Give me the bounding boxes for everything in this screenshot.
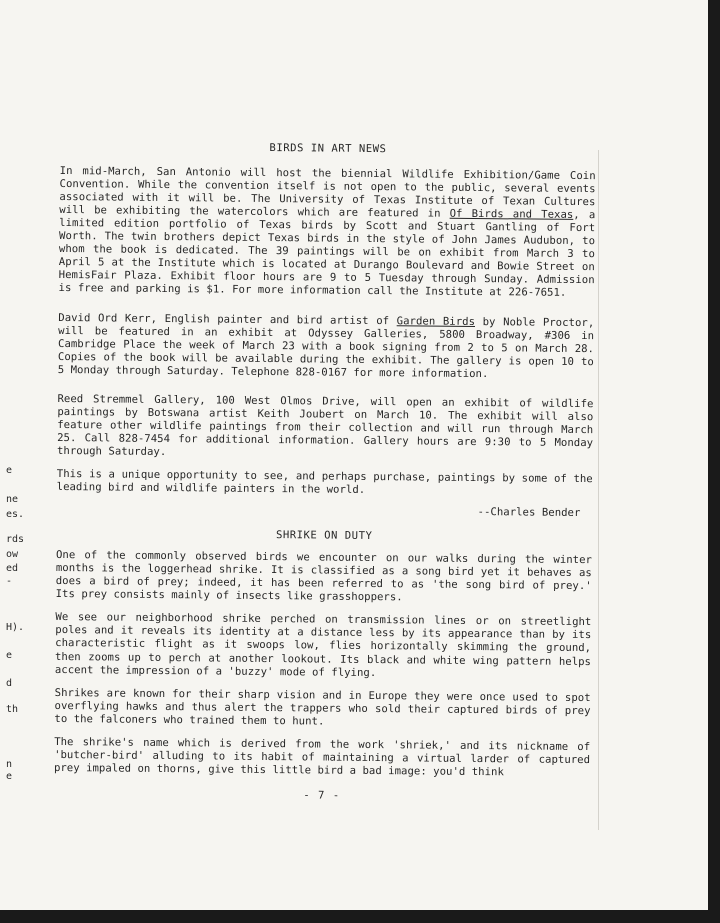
scan-border-right: [708, 0, 720, 923]
margin-fragment: e: [6, 650, 13, 661]
page-crease: [598, 150, 599, 830]
margin-fragment: -: [6, 576, 13, 587]
paragraph-text: by Noble Proctor, will be featured in an exhibit at Odyssey Galleries, 5800 Broadway, #306 in Cambridge Place the week of March 23 with a book signing from 2 to 5 on March 28. Copies of the book will be available during the exhibit. The gallery is open 10 to 5 Monday through Saturday. Telephone 828-0167 for more information.: [57, 315, 595, 380]
paragraph-kerr-exhibit: [58, 312, 595, 382]
book-title: Garden Birds: [396, 314, 476, 328]
paragraph-shrike-name: The shrike's name which is derived from the work 'shriek,' and its nickname of 'butcher-bird' alluding to its habit of maintaining a virtual larder of captured prey impaled on thorns, give this little bird a bad image: you'd think: [53, 735, 591, 779]
margin-fragment: d: [6, 678, 13, 689]
scan-border-bottom: [0, 910, 720, 923]
paragraph-text: David Ord Kerr, English painter and bird artist of: [58, 311, 397, 327]
article-title-shrike: SHRIKE ON DUTY: [276, 529, 373, 543]
paragraph-san-antonio: [59, 165, 596, 301]
margin-fragment: rds: [6, 534, 25, 545]
margin-fragment: ow: [6, 549, 19, 560]
paragraph-shrike-intro: One of the commonly observed birds we encounter on our walks during the winter months is the loggerhead shrike. It is classified as a song bird yet it behaves as does a bird of prey; indeed, it has been referred to as 'the song bird of prey.' Its prey consists mainly of insects like grasshoppers.: [55, 549, 593, 604]
article-title-birds-in-art: BIRDS IN ART NEWS: [269, 142, 387, 156]
margin-fragment: th: [6, 704, 19, 715]
margin-fragment: ne: [6, 494, 19, 505]
paragraph-shrike-vision: Shrikes are known for their sharp vision and in Europe they were once used to spot overflying hawks and thus alert the trappers who sold their captured birds of prey to the falconers who trained them to hunt.: [54, 686, 591, 728]
newsletter-column: [54, 140, 596, 805]
margin-fragment: ed: [6, 563, 19, 574]
margin-fragment: e: [6, 465, 13, 476]
paragraph-text: In mid-March, San Antonio will host the biennial Wildlife Exhibition/Game Coin Convention. While the convention itself is not open to the public, several events associated with it will be. The University of Texas Institute of Texan Cultures will be exhibiting the watercolors which are featured in: [59, 165, 596, 220]
paragraph-stremmel-gallery: Reed Stremmel Gallery, 100 West Olmos Drive, will open an exhibit of wildlife paintings by Botswana artist Keith Joubert on March 10. The exhibit will also feature other wildlife paintings from their collection and will run through March 25. Call 828-7454 for additional information. Gallery hours are 9:30 to 5 Monday through Saturday.: [56, 392, 594, 458]
margin-fragment: e: [6, 771, 13, 782]
margin-fragment: H).: [6, 622, 25, 633]
margin-fragment: n: [6, 759, 13, 770]
paragraph-opportunity: This is a unique opportunity to see, and perhaps purchase, paintings by some of the leading bird and wildlife painters in the world.: [56, 467, 593, 496]
margin-fragment: es.: [6, 509, 25, 520]
page-number: - 7 -: [303, 789, 341, 802]
book-title: Of Birds and Texas: [449, 207, 574, 222]
signature: --Charles Bender: [477, 506, 581, 520]
paragraph-shrike-flight: We see our neighborhood shrike perched on transmission lines or on streetlight poles and it reveals its identity at a distance less by its appearance than by its characteristic flight as it swoops low, flies horizontally skimming the ground, then zooms up to perch at another lookout. Its black and white wing pattern helps accent the impression of a 'buzzy' mode of flying.: [54, 611, 592, 679]
paragraph-text: , a limited edition portfolio of Texas birds by Scott and Stuart Gantling of Fort Worth. The twin brothers depict Texas birds in the style of John James Audubon, to whom the book is dedicated. The 39 paintings will be on exhibit from March 3 to April 5 at the Institute which is located at Durango Boulevard and Bowie Street on HemisFair Plaza. Exhibit floor hours are 9 to 5 Tuesday through Sunday. Admission is free and parking is $1. For more information call the Institute at 226-7651.: [58, 209, 596, 300]
